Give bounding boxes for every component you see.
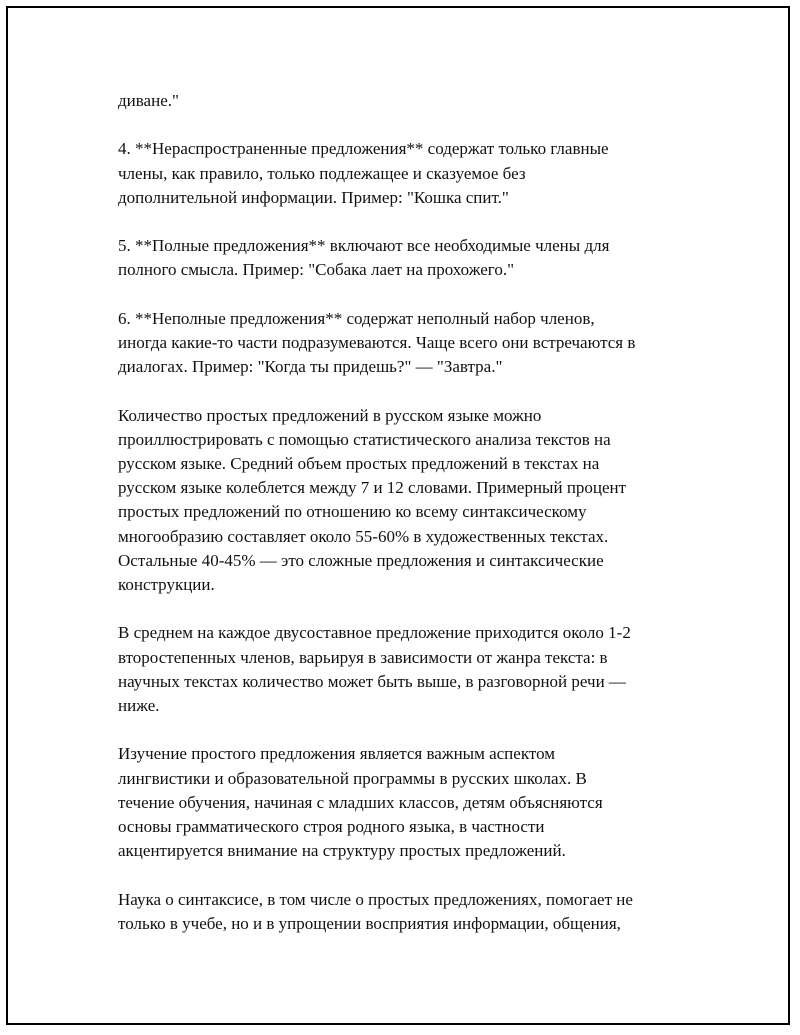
text-line: дополнительной информации. Пример: "Кошка спит.": [118, 187, 509, 207]
document-body: [118, 89, 693, 936]
paragraph-syntax-science: [118, 888, 693, 936]
text-line: В среднем на каждое двусоставное предложение приходится около 1-2: [118, 623, 631, 643]
text-line: диване.": [118, 91, 179, 110]
text-line: Остальные 40-45% — это сложные предложения и синтаксические: [118, 550, 604, 570]
text-line: русском языке колеблется между 7 и 12 словами. Примерный процент: [118, 478, 627, 498]
text-line: Наука о синтаксисе, в том числе о простых предложениях, помогает не: [118, 889, 633, 909]
paragraph-education: [118, 742, 693, 863]
text-line: диалогах. Пример: "Когда ты придешь?" — "Завтра.": [118, 357, 503, 377]
text-line: только в учебе, но и в упрощении восприятия информации, общения,: [118, 913, 621, 933]
text-line: многообразию составляет около 55-60% в художественных текстах.: [118, 526, 609, 546]
text-line: полного смысла. Пример: "Собака лает на прохожего.": [118, 260, 515, 280]
text-line: русском языке. Средний объем простых предложений в текстах на: [118, 453, 600, 473]
paragraph-item-4: [118, 137, 693, 210]
text-line: 6. **Неполные предложения** содержат неполный набор членов,: [118, 308, 595, 328]
text-line: лингвистики и образовательной программы в русских школах. В: [118, 768, 587, 788]
text-line: второстепенных членов, варьируя в зависимости от жанра текста: в: [118, 647, 608, 667]
text-line: ниже.: [118, 696, 160, 715]
text-line: простых предложений по отношению ко всему синтаксическому: [118, 502, 587, 522]
text-line: конструкции.: [118, 575, 215, 594]
paragraph-secondary-members: [118, 621, 693, 718]
paragraph-statistics: [118, 404, 693, 598]
text-line: 5. **Полные предложения** включают все необходимые члены для: [118, 236, 610, 256]
text-line: Количество простых предложений в русском языке можно: [118, 405, 542, 425]
text-line: члены, как правило, только подлежащее и сказуемое без: [118, 163, 526, 183]
text-line: проиллюстрировать с помощью статистического анализа текстов на: [118, 429, 611, 449]
text-line: основы грамматического строя родного языка, в частности: [118, 817, 545, 836]
text-line: иногда какие-то части подразумеваются. Чаще всего они встречаются в: [118, 332, 636, 352]
paragraph-continuation: [118, 89, 693, 113]
text-line: течение обучения, начиная с младших классов, детям объясняются: [118, 792, 603, 812]
text-line: акцентируется внимание на структуру простых предложений.: [118, 841, 566, 861]
text-line: научных текстах количество может быть выше, в разговорной речи —: [118, 671, 626, 691]
text-line: Изучение простого предложения является важным аспектом: [118, 744, 556, 764]
text-line: 4. **Нераспространенные предложения** содержат только главные: [118, 139, 609, 159]
paragraph-item-5: [118, 234, 693, 282]
paragraph-item-6: [118, 307, 693, 380]
